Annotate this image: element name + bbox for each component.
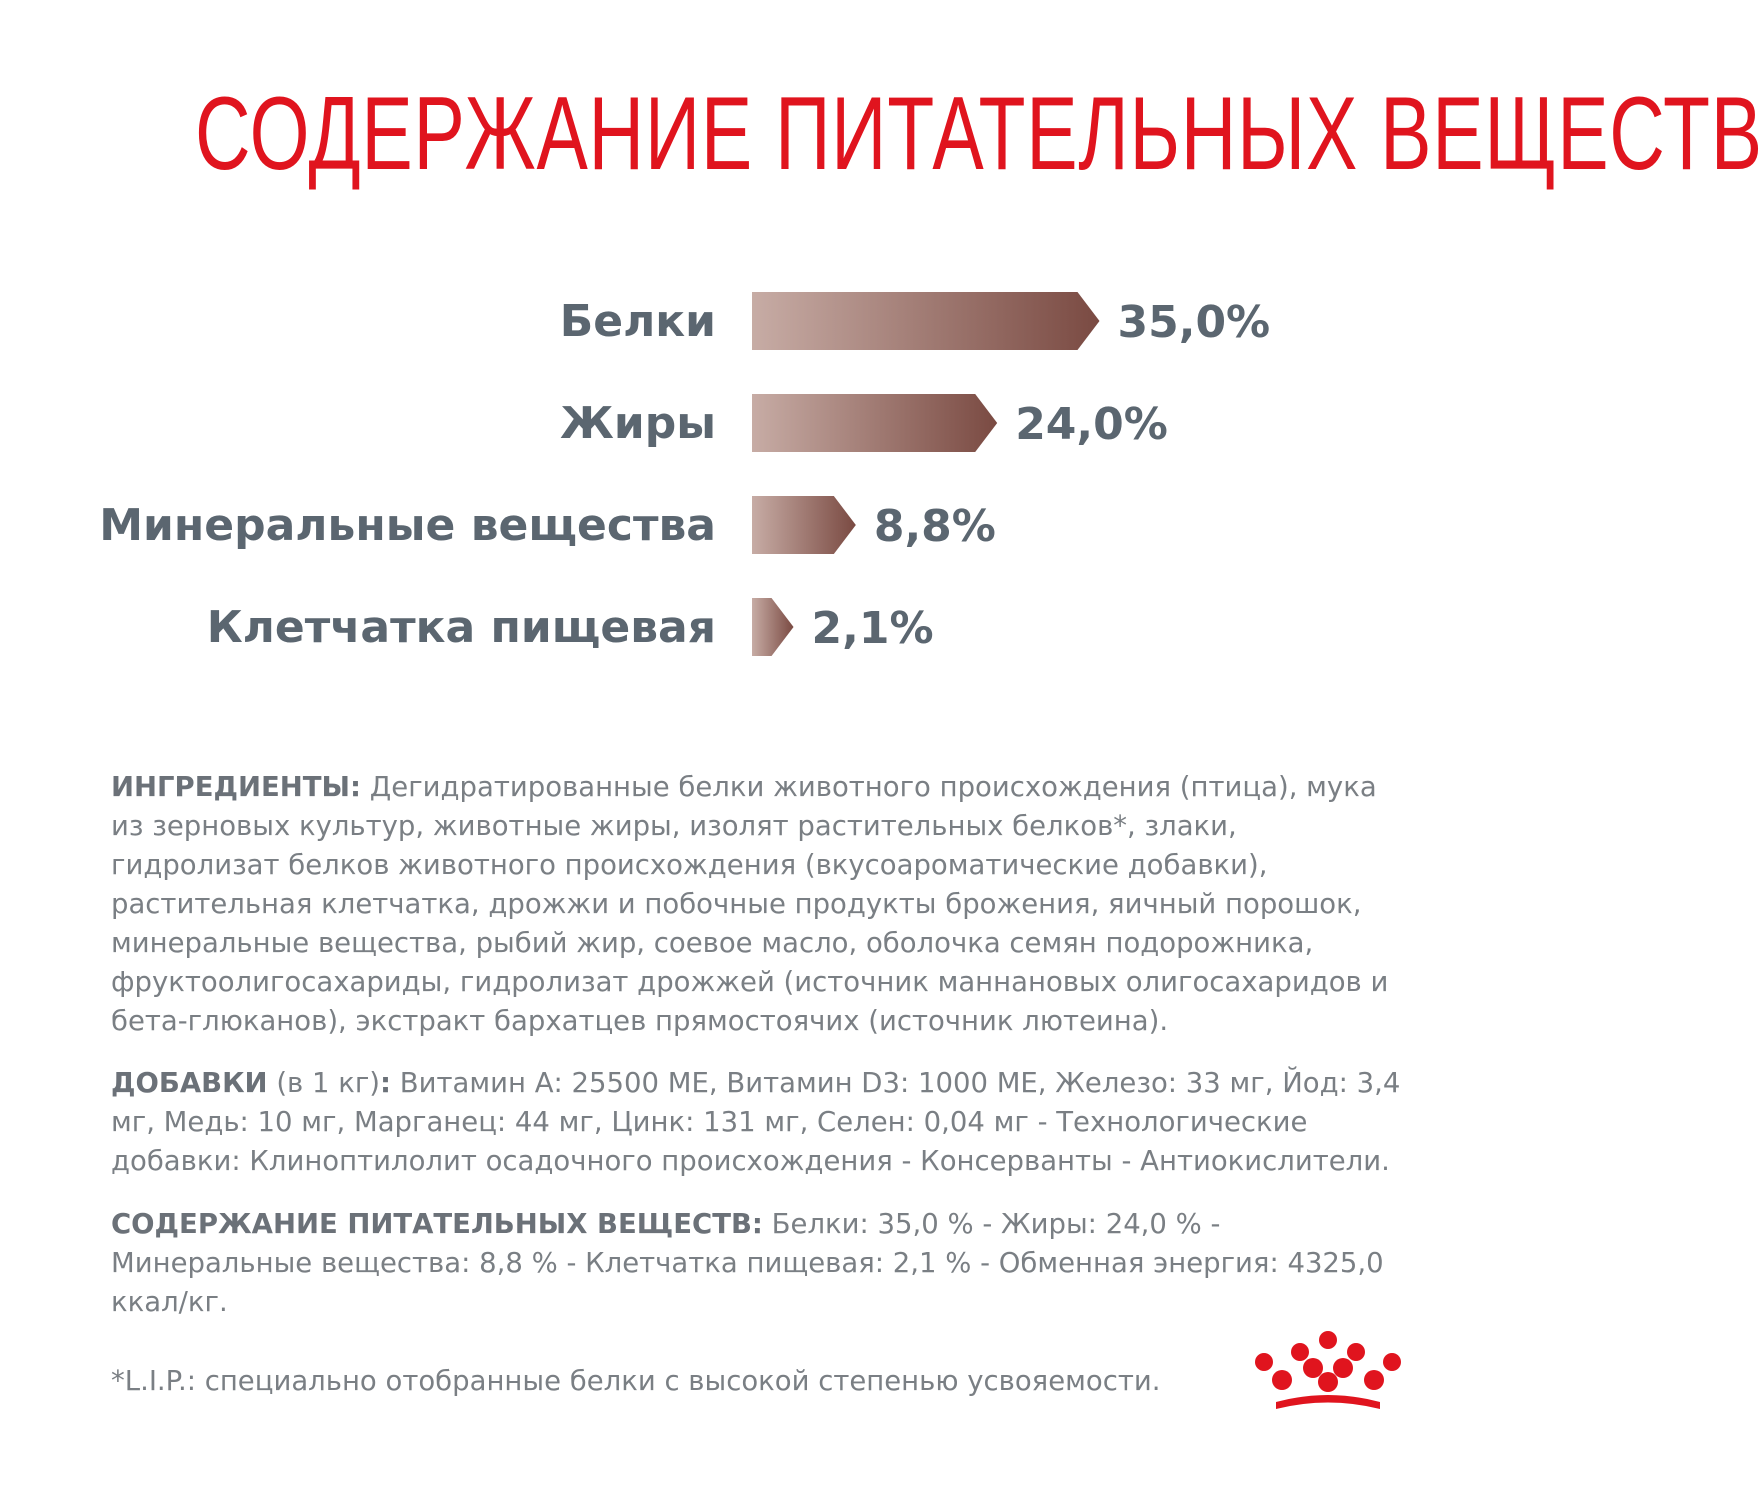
footnote: *L.I.P.: специально отобранные белки с высокой степенью усвояемости. (111, 1365, 1161, 1397)
value-label: 24,0% (1015, 399, 1168, 450)
bar (752, 598, 794, 656)
ingredients-label: ИНГРЕДИЕНТЫ: (111, 771, 362, 803)
bar (752, 394, 997, 452)
additives-label: ДОБАВКИ (111, 1067, 268, 1099)
ingredients-line-5: фруктоолигосахариды, гидролизат дрожжей (источник маннановых олигосахаридов и (111, 966, 1389, 998)
ingredients-line-3: растительная клетчатка, дрожжи и побочные продукты брожения, яичный порошок, (111, 888, 1362, 920)
logo-dot (1364, 1370, 1384, 1390)
page-title: СОДЕРЖАНИЕ ПИТАТЕЛЬНЫХ ВЕЩЕСТВ (195, 76, 1763, 192)
logo-dot (1383, 1353, 1401, 1371)
bar (752, 496, 856, 554)
nutrition-line-0: СОДЕРЖАНИЕ ПИТАТЕЛЬНЫХ ВЕЩЕСТВ: Белки: 35,0 % - Жиры: 24,0 % - (111, 1208, 1221, 1240)
additives-line-0: ДОБАВКИ (в 1 кг): Витамин А: 25500 МЕ, Витамин D3: 1000 МЕ, Железо: 33 мг, Йод: 3,4 (111, 1067, 1401, 1099)
nutrition-paragraph (111, 1205, 1411, 1322)
additives-line-1: мг, Медь: 10 мг, Марганец: 44 мг, Цинк: 131 мг, Селен: 0,04 мг - Технологические (111, 1106, 1308, 1138)
bar (752, 292, 1100, 350)
additives-paragraph (111, 1064, 1411, 1181)
nutrition-line-1: Минеральные вещества: 8,8 % - Клетчатка пищевая: 2,1 % - Обменная энергия: 4325,0 (111, 1247, 1384, 1279)
value-label: 2,1% (811, 603, 934, 654)
value-label: 8,8% (873, 501, 996, 552)
logo-dot (1347, 1343, 1365, 1361)
nutrition-line-2: ккал/кг. (111, 1286, 228, 1318)
additives-line-2: добавки: Клиноптилолит осадочного происхождения - Консерванты - Антиокислители. (111, 1145, 1390, 1177)
logo-dot (1303, 1358, 1323, 1378)
ingredients-line-2: гидролизат белков животного происхождения (вкусоароматические добавки), (111, 849, 1268, 881)
logo-arc (1276, 1395, 1380, 1409)
logo-dot (1333, 1358, 1353, 1378)
category-label: Минеральные вещества (99, 500, 716, 551)
ingredients-paragraph (111, 768, 1411, 1041)
ingredients-line-6: бета-глюканов), экстракт бархатцев прямостоячих (источник лютеина). (111, 1005, 1169, 1037)
logo-dot (1272, 1370, 1292, 1390)
logo-dot (1291, 1343, 1309, 1361)
ingredients-line-1: из зерновых культур, животные жиры, изолят растительных белков*, злаки, (111, 810, 1237, 842)
royal-canin-crown-icon (1248, 1330, 1408, 1420)
category-label: Жиры (560, 398, 716, 449)
category-label: Белки (559, 296, 716, 347)
ingredients-line-4: минеральные вещества, рыбий жир, соевое масло, оболочка семян подорожника, (111, 927, 1314, 959)
nutrition-label: СОДЕРЖАНИЕ ПИТАТЕЛЬНЫХ ВЕЩЕСТВ: (111, 1208, 763, 1240)
nutrient-bar-chart (0, 270, 1500, 690)
ingredients-line-0: ИНГРЕДИЕНТЫ: Дегидратированные белки животного происхождения (птица), мука (111, 771, 1377, 803)
value-label: 35,0% (1117, 297, 1271, 348)
logo-dot (1319, 1331, 1337, 1349)
category-label: Клетчатка пищевая (206, 602, 716, 653)
logo-dot (1318, 1372, 1338, 1392)
logo-dot (1255, 1353, 1273, 1371)
